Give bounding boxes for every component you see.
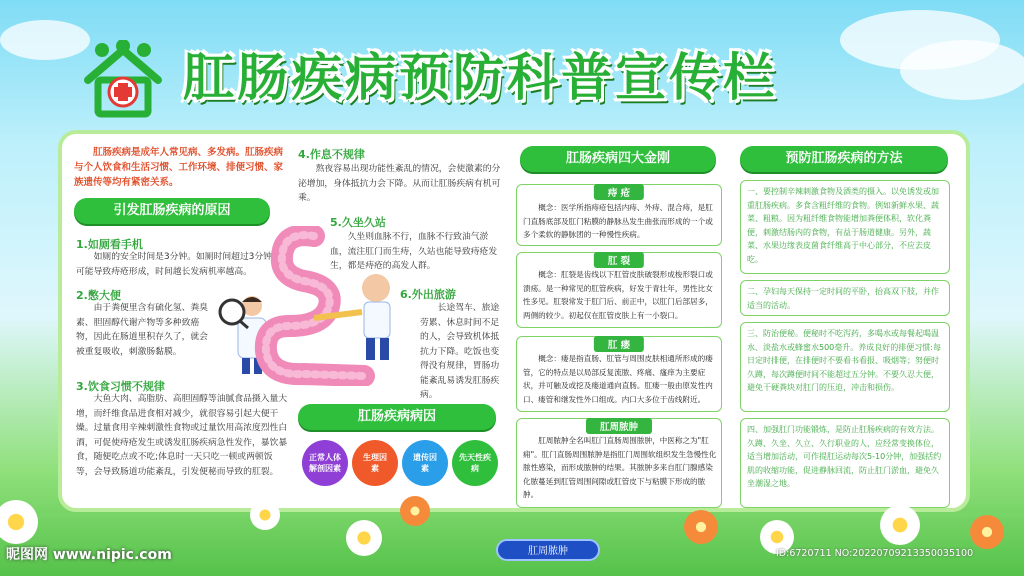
prevention-heading: 预防肛肠疾病的方法: [740, 146, 948, 172]
flower-icon: [880, 505, 920, 545]
watermark-left: 昵图网 www.nipic.com: [6, 547, 172, 563]
disease-name: 肛周脓肿: [586, 418, 652, 434]
prevention-text: 四、加强肛门功能锻炼，是防止肛肠疾病的有效方法。久蹲、久坐、久立、久行职业的人，应经常变换体位，适当增加活动，可作提肛运动每次5-10分钟，加强括约肌的收缩功能，促进静脉回流，防止肛门淤血，避免久坐潮湿之地。: [747, 425, 942, 488]
factor-circle: 正常人体解剖因素: [302, 440, 348, 486]
flower-icon: [346, 520, 382, 556]
disease-text: 肛周脓肿全名叫肛门直肠周围脓肿，中医称之为"肛痈"。肛门直肠周围脓肿是指肛门周围软组织发生急慢性化脓性感染，而形成脓肿的结果。其脓肿多来自肛门腺感染化脓蔓延到肛管周围间隙或肛管皮下与粘膜下形成的脓肿。: [523, 436, 717, 499]
cloud: [900, 40, 1024, 100]
causes-heading: 引发肛肠疾病的原因: [74, 198, 270, 224]
prevention-card: [740, 180, 950, 274]
prevention-card: [740, 322, 950, 412]
flower-icon: [400, 496, 430, 526]
prevention-text: 三、防治便秘。便秘时不吃泻药，多喝水或每餐起喝温水、淡盐水或蜂蜜水500毫升。养成良好的排便习惯:每日定时排便，在排便时不要看书看报、吸烟等；努便时久蹲，每次蹲便时间不能超过五分钟。不要久忍大便，避免干硬粪块对肛门的压迫，冲击和损伤。: [747, 329, 941, 392]
factor-circle: 生理因素: [352, 440, 398, 486]
disease-card: [516, 418, 722, 508]
factor-circle: 先天性疾病: [452, 440, 498, 486]
cause-title: 1.如厕看手机: [76, 238, 143, 251]
prevention-card: [740, 280, 950, 316]
hospital-logo-icon: [80, 40, 166, 120]
disease-name: 痔 疮: [594, 184, 644, 200]
flower-icon: [684, 510, 718, 544]
page-title: 肛肠疾病预防科普宣传栏: [183, 49, 778, 108]
cause-title: 4.作息不规律: [298, 148, 365, 161]
disease-text: 概念：瘘是指直肠、肛管与周围皮肤相通所形成的瘘管，它的特点是以局部反复流脓、疼痛、瘙痒为主要症状，并可触及或挖及瘘道通向直肠。肛瘘一般由原发性内口、瘘管和继发性外口组成。内口大多位于齿线附近。: [523, 354, 713, 404]
prevention-text: 二、孕妇每天保持一定时间的平卧，抬高双下肢，并作适当的活动。: [747, 287, 939, 310]
cause-text: 由于粪便里含有硫化氢、粪臭素、胆固醇代谢产物等多种致癌物，因此在肠道里积存久了，就会被重复吸收，刺激肠黏膜。: [76, 303, 208, 357]
footer-button[interactable]: 肛周脓肿: [496, 539, 600, 561]
cause-title: 5.久坐久站: [330, 216, 386, 229]
cause-text: 长途驾车、旅途劳累、休息时间不足的人，会导致机体抵抗力下降。吃饭也变得没有规律，胃肠功能紊乱易诱发肛肠疾病。: [420, 303, 500, 400]
cause-text: 大鱼大肉、高脂肪、高胆固醇等油腻食品摄入量大增，而纤维食品进食相对减少，就很容易引起大便干燥。过量食用辛辣刺激性食物或过量饮用高浓度烈性白酒，可促使痔疮发生或诱发肛肠疾病急性发作，暴饮暴食，随便吃点或不吃;体息时一天只吃一顿或两顿饭等，会导致肠道功能紊乱，引发便秘而导致的肛裂。: [76, 394, 288, 477]
cause-text: 如厕的安全时间是3分钟。如厕时间超过3分钟就可能导致痔疮形成，时间越长发病机率越高。: [76, 252, 281, 277]
intestine-illustration: [244, 226, 424, 386]
disease-card: [516, 184, 722, 246]
cloud: [0, 20, 90, 60]
disease-text: 概念：肛裂是齿线以下肛管皮肤破裂形成梭形裂口或溃疡。是一种常见的肛管疾病，好发于青壮年，男性比女性多见。肛裂常发于肛门后、前正中，以肛门后部居多，两侧的较少。初起仅在肛管皮肤上有一小裂口。: [523, 270, 713, 320]
cause-title: 3.饮食习惯不规律: [76, 380, 165, 393]
cause-text: 熬夜容易出现功能性紊乱的情况，会使激素的分泌增加，身体抵抗力会下降。从而让肛肠疾病有机可乘。: [298, 164, 501, 203]
disease-name: 肛 瘘: [594, 336, 644, 352]
flower-icon: [250, 500, 280, 530]
watermark-right: ID:6720711 NO:20220709213350035100: [776, 548, 974, 559]
prevention-text: 一、要控制辛辣刺激食物及酒类的摄入。以免诱发或加重肛肠疾病。多食含粗纤维的食物。例如新鲜水果、蔬菜、粗粮。因为粗纤维食物能增加粪便体积，软化粪便，刺激结肠内的食物，有益于肠道健康。另外，蔬菜、水果边缘表皮菌食纤维高于中心部分，不应去皮吃。: [747, 187, 939, 264]
disease-card: [516, 336, 722, 412]
factor-circle: 遗传因素: [402, 440, 448, 486]
cause-title: 6.外出旅游: [400, 288, 456, 301]
disease-card: [516, 252, 722, 328]
cause-text: 久坐则血脉不行，血脉不行致油气淤血，流注肛门而生痔，久站也能导致痔疮发生，都是痔疮的高发人群。: [330, 232, 498, 271]
cause-title: 2.憋大便: [76, 289, 121, 302]
flower-icon: [0, 500, 38, 544]
prevention-card: [740, 418, 950, 508]
factors-heading: 肛肠疾病病因: [298, 404, 496, 430]
diseases-heading: 肛肠疾病四大金刚: [520, 146, 716, 172]
disease-text: 概念：医学所指痔疮包括内痔、外痔、混合痔，是肛门直肠底部及肛门粘膜的静脉丛发生曲张而形成的一个或多个柔软的静脉团的一种慢性疾病。: [523, 203, 713, 239]
flower-icon: [970, 515, 1004, 549]
intro-text: 肛肠疾病是成年人常见病、多发病。肛肠疾病与个人饮食和生活习惯、工作环境、排便习惯、家族遗传等均有紧密关系。: [74, 147, 284, 188]
disease-name: 肛 裂: [594, 252, 644, 268]
